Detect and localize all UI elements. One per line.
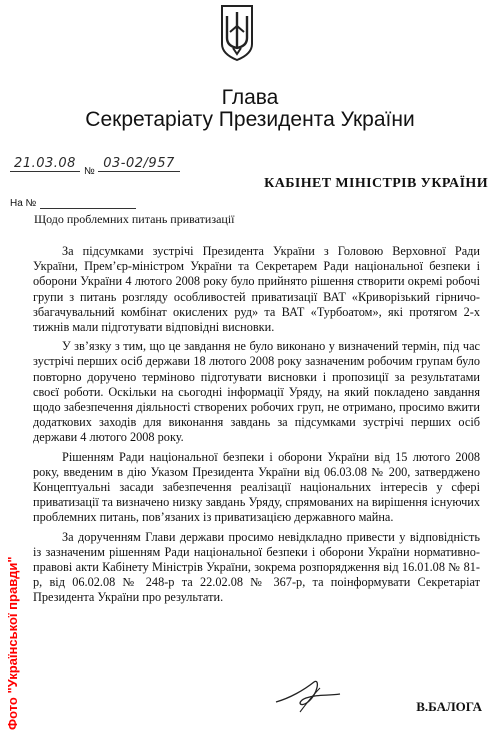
signature-name: В.БАЛОГА (416, 699, 482, 714)
header-title-line2: Секретаріату Президента України (85, 108, 415, 131)
letter-body (33, 244, 480, 610)
handwritten-signature-icon (270, 672, 350, 720)
subject-line: Щодо проблемних питань приватизації (34, 212, 235, 226)
outgoing-number: 03-02/957 (98, 156, 180, 172)
photo-credit-caption: Фото "Української правди" (5, 556, 20, 730)
number-label: № (84, 166, 95, 177)
paragraph-4: За дорученням Глави держави просимо невідкладно привести у відповідність із зазначеним рішенням Ради національної безпеки і оборони України нормативно-правові акти Кабінету Міністрів України, зокрема розпорядження від 16.01.08 № 81-р, від 06.02.08 № 248-р та 22.02.08 № 367-р, та поінформувати Секретаріат Президента України про результати. (33, 529, 480, 605)
header-title-line1: Глава (221, 86, 279, 109)
reference-number-line (40, 208, 136, 209)
paragraph-1: За підсумками зустрічі Президента України з Головою Верховної Ради України, Прем’єр-міністром України та Секретарем Ради національної безпеки і оборони України 4 лютого 2008 року було прийнято рішення створити окремі робочі групи з питань розгляду особливостей приватизації ВАТ «Криворізький гірничо-збагачувальний комбінат окислених руд» та ВАТ «Турбоатом», які протягом 2-х тижнів мали підготувати відповідні висновки. (33, 244, 480, 335)
paragraph-2: У зв’язку з тим, що це завдання не було виконано у визначений термін, під час зустрічі перших осіб держави 18 лютого 2008 року зазначеним робочим групам було повторно доручено терміново підготувати висновки і пропозиції за результатами своєї роботи. Оскільки на сьогодні інформації Уряду, на який покладено завдання щодо забезпечення діяльності створених робочих груп, не отримано, просимо вжити додаткових заходів для виконання завдань за підсумками зустрічі перших осіб держави 4 лютого 2008 року. (33, 339, 480, 445)
addressee: КАБІНЕТ МІНІСТРІВ УКРАЇНИ (264, 176, 488, 191)
paragraph-3: Рішенням Ради національної безпеки і оборони України від 15 лютого 2008 року, введеним в дію Указом Президента України від 06.03.08 № 200, затверджено Концептуальні засади забезпечення реалізації національних інтересів у сфері приватизації та визначено низку завдань Уряду, спрямованих на вирішення існуючих проблемних питань, пов’язаних із приватизацією державного майна. (33, 449, 480, 525)
trident-coat-of-arms-icon (219, 4, 255, 62)
outgoing-date: 21.03.08 (10, 156, 80, 172)
reference-number-label: На № (10, 198, 37, 209)
